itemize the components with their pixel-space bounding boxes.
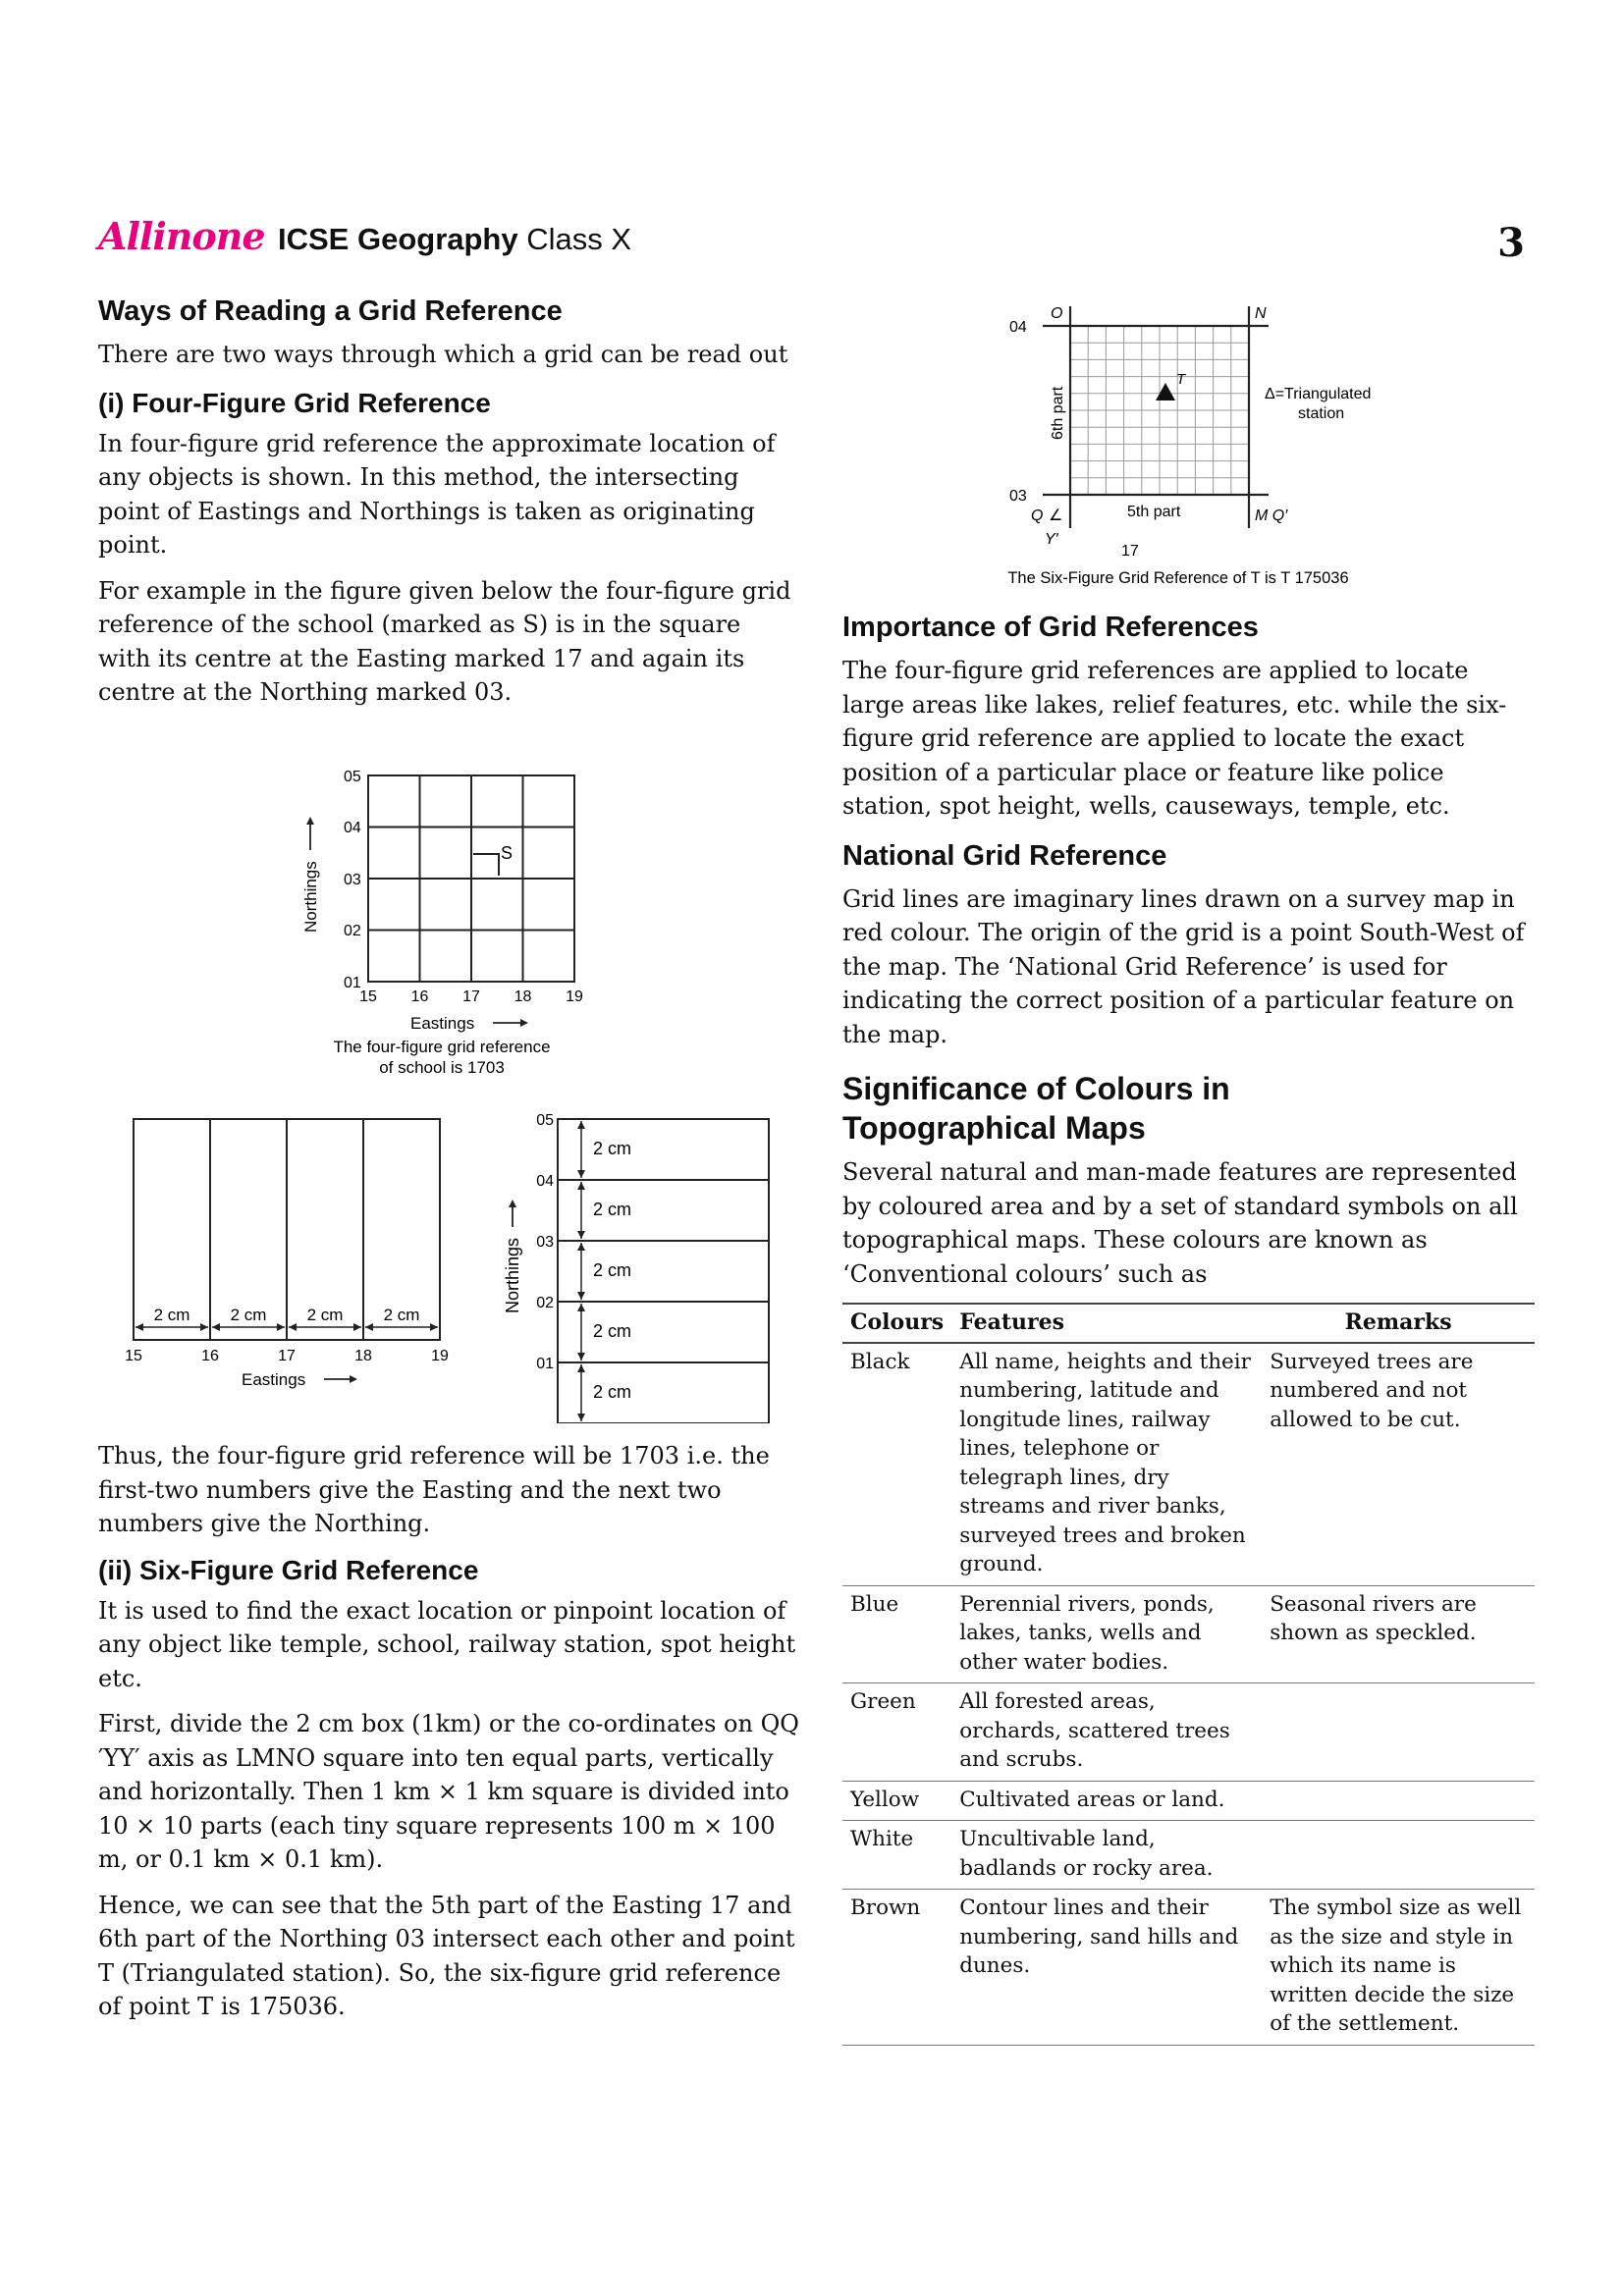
grid-lines <box>368 775 574 982</box>
easting-label-18: 18 <box>514 988 532 1005</box>
corner-q-label: Q <box>1031 507 1044 524</box>
cell-colour: Green <box>842 1683 951 1782</box>
table-row <box>842 1683 1535 1782</box>
cell-features: Cultivated areas or land. <box>951 1781 1262 1821</box>
cell-remarks: Seasonal rivers are shown as speckled. <box>1262 1585 1535 1683</box>
easting-15: 15 <box>125 1348 142 1364</box>
six-figure-paragraph-1: It is used to find the exact location or pinpoint location of any object like temple, school, railway station, spot height etc. <box>98 1596 796 1692</box>
cell-remarks <box>1262 1683 1535 1782</box>
legend-line-2: station <box>1298 405 1345 422</box>
six-figure-paragraph-2: First, divide the 2 cm box (1km) or the co-ordinates on QQ ′YY′ axis as LMNO square into ten equal parts, vertically and horizontally. Then 1 km × 1 km square is divided into 10 × 10 parts (each tiny square represents 100 m × 100 m, or 0.1 km × 0.1 km). <box>98 1710 799 1873</box>
colours-paragraph: Several natural and man-made features are represented by coloured area and by a set of standard symbols on all topographical maps. These colours are known as ‘Conventional colours’ such as <box>842 1158 1518 1288</box>
northings-axis-title <box>301 817 320 933</box>
brand-logo: Allinone <box>98 214 265 258</box>
easting-label-17: 17 <box>462 988 480 1005</box>
six-figure-paragraph-3: Hence, we can see that the 5th part of the Easting 17 and 6th part of the Northing 03 intersect each other and point T (Triangulated station). So, the six-figure grid reference of point T is 175036. <box>98 1891 795 2020</box>
conventional-colours-table <box>842 1303 1535 2046</box>
figure-caption-line-1: The four-figure grid reference <box>333 1038 551 1056</box>
four-figure-heading: (i) Four-Figure Grid Reference <box>98 387 491 418</box>
header-features: Features <box>951 1304 1262 1343</box>
easting-label-19: 19 <box>566 988 583 1005</box>
cell-colour: Blue <box>842 1585 951 1683</box>
easting-label-15: 15 <box>359 988 377 1005</box>
table-row <box>842 1821 1535 1890</box>
northings-label: Northings <box>301 861 320 933</box>
table-header-row <box>842 1304 1535 1343</box>
table-row <box>842 1890 1535 2046</box>
triangulated-station-icon <box>1156 383 1175 400</box>
easting-16: 16 <box>201 1348 219 1364</box>
importance-heading: Importance of Grid References <box>842 612 1259 643</box>
height-label-5: 2 cm <box>593 1382 632 1402</box>
easting-label-16: 16 <box>410 988 429 1005</box>
eastings-measure-figure <box>118 1109 461 1423</box>
svg-text:∠: ∠ <box>1049 507 1063 524</box>
cell-colour: Brown <box>842 1890 951 2046</box>
corner-o-label: O <box>1051 305 1063 322</box>
right-column <box>842 609 1535 2046</box>
table-row <box>842 1343 1535 1586</box>
cell-features: All name, heights and their numbering, latitude and longitude lines, railway lines, telephone or telegraph lines, dry streams and river banks, surveyed trees and broken ground. <box>951 1343 1262 1586</box>
national-grid-heading: National Grid Reference <box>842 839 1167 872</box>
northing-03-label: 03 <box>1009 488 1027 505</box>
easting-tick-labels <box>359 988 583 1005</box>
cell-features: Uncultivable land, badlands or rocky area. <box>951 1821 1262 1890</box>
easting-18: 18 <box>354 1348 372 1364</box>
fifth-part-label: 5th part <box>1127 504 1181 520</box>
cell-colour: Black <box>842 1343 951 1586</box>
grid-frame <box>1043 306 1269 528</box>
page-number: 3 <box>1497 220 1525 266</box>
figure-caption-line-2: of school is 1703 <box>379 1058 505 1077</box>
colours-heading-line-2: Topographical Maps <box>842 1110 1146 1146</box>
ways-heading: Ways of Reading a Grid Reference <box>98 295 563 327</box>
thus-paragraph: Thus, the four-figure grid reference will be 1703 i.e. the first-two numbers give the Easting and the next two numbers give the Northing. <box>98 1442 770 1537</box>
eastings-label: Eastings <box>242 1370 306 1389</box>
corner-mq-label: M Q′ <box>1255 507 1288 524</box>
cell-remarks: Surveyed trees are numbered and not allowed to be cut. <box>1262 1343 1535 1586</box>
northing-label-05: 05 <box>344 769 361 785</box>
y-prime-label: Y′ <box>1045 531 1058 548</box>
point-t-label: T <box>1176 371 1186 388</box>
six-figure-grid-figure <box>982 293 1414 597</box>
book-title-bold: ICSE Geography <box>278 222 518 256</box>
header-remarks: Remarks <box>1262 1304 1535 1343</box>
width-label-3: 2 cm <box>306 1306 344 1324</box>
easting-17-label: 17 <box>1121 543 1139 560</box>
northing-label-02: 02 <box>344 923 361 939</box>
table-row <box>842 1781 1535 1821</box>
cell-features: Contour lines and their numbering, sand hills and dunes. <box>951 1890 1262 2046</box>
table-row <box>842 1585 1535 1683</box>
left-column-lower <box>98 1439 800 2036</box>
northing-05: 05 <box>536 1112 554 1129</box>
height-label-4: 2 cm <box>593 1321 632 1341</box>
cell-remarks <box>1262 1781 1535 1821</box>
northing-label-04: 04 <box>344 820 361 836</box>
northing-tick-labels <box>344 769 361 991</box>
northing-label-03: 03 <box>344 872 361 888</box>
northing-03: 03 <box>536 1234 554 1251</box>
cell-remarks: The symbol size as well as the size and style in which its name is written decide the size of the settlement. <box>1262 1890 1535 2046</box>
four-figure-paragraph-2: For example in the figure given below the four-figure grid reference of the school (marked as S) is in the square with its centre at the Easting marked 17 and again its centre at the Northing marked 03. <box>98 576 791 706</box>
fine-grid <box>1070 326 1249 495</box>
four-figure-paragraph-1: In four-figure grid reference the approximate location of any objects is shown. In this method, the intersecting point of Eastings and Northings is taken as originating point. <box>98 429 776 559</box>
cell-colour: White <box>842 1821 951 1890</box>
sixth-part-label: 6th part <box>1050 386 1066 440</box>
cell-colour: Yellow <box>842 1781 951 1821</box>
figure-caption: The Six-Figure Grid Reference of T is T 175036 <box>1007 569 1349 587</box>
width-label-2: 2 cm <box>230 1306 267 1324</box>
school-label: S <box>501 843 514 863</box>
width-label-1: 2 cm <box>153 1306 190 1324</box>
northing-04: 04 <box>536 1173 554 1190</box>
importance-paragraph: The four-figure grid references are applied to locate large areas like lakes, relief features, etc. while the six-figure grid reference are applied to locate the exact position of a particular place or feature like police station, spot height, wells, causeways, temple, etc. <box>842 657 1507 820</box>
width-label-4: 2 cm <box>383 1306 420 1324</box>
height-label-1: 2 cm <box>593 1139 632 1158</box>
six-figure-heading: (ii) Six-Figure Grid Reference <box>98 1554 479 1585</box>
national-grid-paragraph: Grid lines are imaginary lines drawn on a survey map in red colour. The origin of the grid is a point South-West of the map. The ‘National Grid Reference’ is used for indicating the correct position of a particular feature on the map. <box>842 884 1525 1048</box>
school-marker <box>473 854 499 876</box>
easting-19: 19 <box>431 1348 449 1364</box>
northing-01: 01 <box>536 1356 554 1372</box>
northing-label-01: 01 <box>344 975 361 991</box>
eastings-label: Eastings <box>410 1014 475 1033</box>
cell-features: Perennial rivers, ponds, lakes, tanks, wells and other water bodies. <box>951 1585 1262 1683</box>
four-figure-grid-figure <box>295 766 609 1085</box>
colours-heading-line-1: Significance of Colours in <box>842 1071 1230 1106</box>
height-label-2: 2 cm <box>593 1200 632 1219</box>
northings-measure-figure <box>491 1109 785 1423</box>
northing-04-label: 04 <box>1009 319 1027 336</box>
northings-label: Northings <box>503 1237 522 1313</box>
northing-02: 02 <box>536 1295 554 1311</box>
height-label-3: 2 cm <box>593 1260 632 1280</box>
left-column <box>98 293 800 721</box>
cell-features: All forested areas, orchards, scattered trees and scrubs. <box>951 1683 1262 1782</box>
colours-heading <box>842 1069 1535 1148</box>
book-title-rest: Class X <box>517 222 632 256</box>
ways-text: There are two ways through which a grid can be read out <box>98 341 788 368</box>
legend-line-1: Δ=Triangulated <box>1265 386 1372 402</box>
cell-remarks <box>1262 1821 1535 1890</box>
corner-n-label: N <box>1255 305 1267 322</box>
easting-17: 17 <box>278 1348 296 1364</box>
book-title <box>278 222 631 257</box>
header-colours: Colours <box>842 1304 951 1343</box>
